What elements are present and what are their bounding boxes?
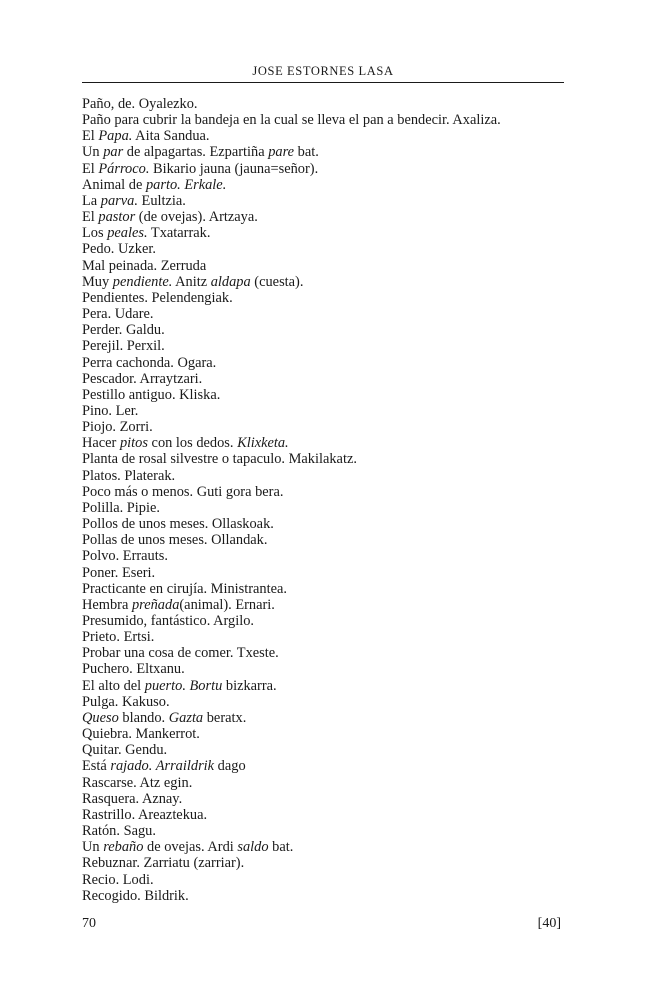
glossary-entry: [82, 209, 572, 225]
glossary-entry: [82, 548, 572, 564]
entry-text: Prieto. Ertsi.: [82, 629, 155, 646]
entry-italic-text: aldapa: [210, 273, 251, 290]
glossary-entry: [82, 742, 572, 758]
glossary-entry: [82, 855, 572, 871]
entry-text: Platos. Platerak.: [82, 467, 176, 484]
entry-text: Polvo. Errauts.: [82, 548, 168, 565]
glossary-entry: [82, 193, 572, 209]
glossary-entry: [82, 112, 572, 128]
entry-text: Pino. Ler.: [82, 402, 139, 419]
entry-text: Rascarse. Atz egin.: [82, 774, 193, 791]
entry-italic-text: Papa.: [98, 128, 133, 145]
glossary-entry: [82, 96, 572, 112]
glossary-entry: [82, 387, 572, 403]
glossary-entry: [82, 128, 572, 144]
glossary-entry: [82, 597, 572, 613]
entry-text: Muy: [82, 273, 113, 290]
glossary-entry: [82, 355, 572, 371]
entry-text: El: [82, 128, 99, 145]
glossary-entry: [82, 807, 572, 823]
entry-italic-text: Klixketa.: [237, 435, 289, 452]
entry-italic-text: pare: [268, 144, 295, 161]
entry-text: Recogido. Bildrik.: [82, 887, 189, 904]
glossary-entry: [82, 839, 572, 855]
glossary-entry: [82, 791, 572, 807]
entry-text: Perra cachonda. Ogara.: [82, 354, 217, 371]
header-rule: [82, 82, 564, 83]
entry-italic-text: puerto. Bortu: [144, 677, 223, 694]
entry-text: Rastrillo. Areaztekua.: [82, 806, 208, 823]
entry-italic-text: parva.: [100, 192, 138, 209]
entry-text: Polilla. Pipie.: [82, 499, 160, 516]
entry-italic-text: preñada: [131, 596, 180, 613]
entry-italic-text: pendiente.: [112, 273, 173, 290]
entry-italic-text: Queso: [82, 709, 119, 726]
glossary-entry: [82, 516, 572, 532]
glossary-entry: [82, 274, 572, 290]
entry-text: Pulga. Kakuso.: [82, 693, 170, 710]
glossary-entry: [82, 258, 572, 274]
entry-text: con los dedos.: [147, 435, 238, 452]
entry-italic-text: par: [103, 144, 124, 161]
entry-text: Pendientes. Pelendengiak.: [82, 289, 233, 306]
entry-text: Aita Sandua.: [132, 128, 210, 145]
entry-italic-text: rajado. Arraildrik: [110, 758, 215, 775]
entry-text: Recio. Lodi.: [82, 871, 154, 888]
entry-text: Pollos de unos meses. Ollaskoak.: [82, 516, 274, 533]
entry-text: Está: [82, 758, 111, 775]
entry-text: Planta de rosal silvestre o tapaculo. Makilakatz.: [82, 451, 357, 468]
entry-text: Perejil. Perxil.: [82, 338, 165, 355]
glossary-entry: [82, 177, 572, 193]
entry-text: Mal peinada. Zerruda: [82, 257, 207, 274]
glossary-entry: [82, 435, 572, 451]
entry-text: Poner. Eseri.: [82, 564, 156, 581]
entry-text: Pedo. Uzker.: [82, 241, 156, 258]
entry-text: Pollas de unos meses. Ollandak.: [82, 532, 268, 549]
glossary-entry: [82, 241, 572, 257]
entry-text: Pescador. Arraytzari.: [82, 370, 203, 387]
entry-text: de alpagartas. Ezpartiña: [123, 144, 269, 161]
glossary-entry: [82, 661, 572, 677]
entry-text: Hembra: [82, 596, 132, 613]
glossary-entry: [82, 645, 572, 661]
entry-italic-text: parto. Erkale.: [145, 176, 227, 193]
entry-text: Rasquera. Aznay.: [82, 790, 183, 807]
entry-text: Los: [82, 225, 108, 242]
entry-italic-text: peales.: [107, 225, 148, 242]
entry-text: La: [82, 192, 101, 209]
entry-text: de ovejas. Ardi: [143, 839, 238, 856]
entry-text: Quiebra. Mankerrot.: [82, 726, 200, 743]
glossary-entry: [82, 419, 572, 435]
glossary-entry: [82, 629, 572, 645]
running-header: JOSE ESTORNES LASA: [252, 64, 394, 78]
entry-text: bizkarra.: [222, 677, 277, 694]
glossary-list: [82, 96, 572, 904]
glossary-entry: [82, 775, 572, 791]
entry-text: Ratón. Sagu.: [82, 823, 156, 840]
entry-text: Txatarrak.: [147, 225, 211, 242]
glossary-entry: [82, 144, 572, 160]
entry-text: Perder. Galdu.: [82, 322, 165, 339]
entry-text: Un: [82, 839, 104, 856]
page-number: 70: [82, 916, 96, 931]
entry-text: Bikario jauna (jauna=señor).: [149, 160, 319, 177]
entry-text: (animal). Ernari.: [179, 596, 275, 613]
glossary-entry: [82, 484, 572, 500]
entry-text: Probar una cosa de comer. Txeste.: [82, 645, 279, 662]
entry-italic-text: pitos: [119, 435, 148, 452]
glossary-entry: [82, 451, 572, 467]
entry-text: Presumido, fantástico. Argilo.: [82, 613, 255, 629]
glossary-entry: [82, 872, 572, 888]
entry-text: Anitz: [172, 273, 211, 290]
entry-text: Poco más o menos. Guti gora bera.: [82, 483, 284, 500]
page-reference: [40]: [537, 916, 561, 931]
glossary-entry: [82, 694, 572, 710]
glossary-entry: [82, 710, 572, 726]
glossary-entry: [82, 678, 572, 694]
glossary-entry: [82, 290, 572, 306]
entry-text: Rebuznar. Zarriatu (zarriar).: [82, 855, 245, 872]
entry-text: El: [82, 209, 99, 226]
entry-italic-text: saldo: [237, 839, 269, 856]
entry-text: Quitar. Gendu.: [82, 742, 168, 759]
glossary-entry: [82, 565, 572, 581]
entry-text: Piojo. Zorri.: [82, 419, 153, 436]
glossary-entry: [82, 758, 572, 774]
glossary-entry: [82, 468, 572, 484]
entry-text: bat.: [268, 839, 294, 856]
entry-italic-text: Párroco.: [98, 160, 150, 177]
entry-text: El alto del: [82, 677, 145, 694]
glossary-entry: [82, 888, 572, 904]
glossary-entry: [82, 322, 572, 338]
glossary-entry: [82, 403, 572, 419]
entry-text: Eultzia.: [137, 192, 186, 209]
entry-text: (cuesta).: [250, 273, 304, 290]
entry-italic-text: rebaño: [103, 839, 144, 856]
entry-italic-text: Gazta: [168, 709, 204, 726]
entry-text: Paño para cubrir la bandeja en la cual se lleva el pan a bendecir. Axaliza.: [82, 112, 501, 129]
glossary-entry: [82, 532, 572, 548]
glossary-entry: [82, 613, 572, 629]
entry-text: Hacer: [82, 435, 120, 452]
entry-text: Pestillo antiguo. Kliska.: [82, 386, 221, 403]
entry-text: Animal de: [82, 176, 146, 193]
entry-text: Pera. Udare.: [82, 306, 154, 323]
entry-text: beratx.: [203, 709, 247, 726]
glossary-entry: [82, 371, 572, 387]
glossary-entry: [82, 225, 572, 241]
entry-italic-text: pastor: [98, 209, 136, 226]
glossary-entry: [82, 306, 572, 322]
entry-text: (de ovejas). Artzaya.: [135, 209, 258, 226]
glossary-entry: [82, 161, 572, 177]
entry-text: Puchero. Eltxanu.: [82, 661, 185, 678]
glossary-entry: [82, 338, 572, 354]
glossary-entry: [82, 726, 572, 742]
entry-text: Practicante en cirujía. Ministrantea.: [82, 580, 287, 597]
glossary-entry: [82, 581, 572, 597]
entry-text: El: [82, 160, 99, 177]
entry-text: blando.: [118, 709, 169, 726]
entry-text: bat.: [294, 144, 319, 161]
entry-text: Un: [82, 144, 104, 161]
entry-text: dago: [214, 758, 246, 775]
entry-text: Paño, de. Oyalezko.: [82, 96, 198, 112]
glossary-entry: [82, 823, 572, 839]
glossary-entry: [82, 500, 572, 516]
